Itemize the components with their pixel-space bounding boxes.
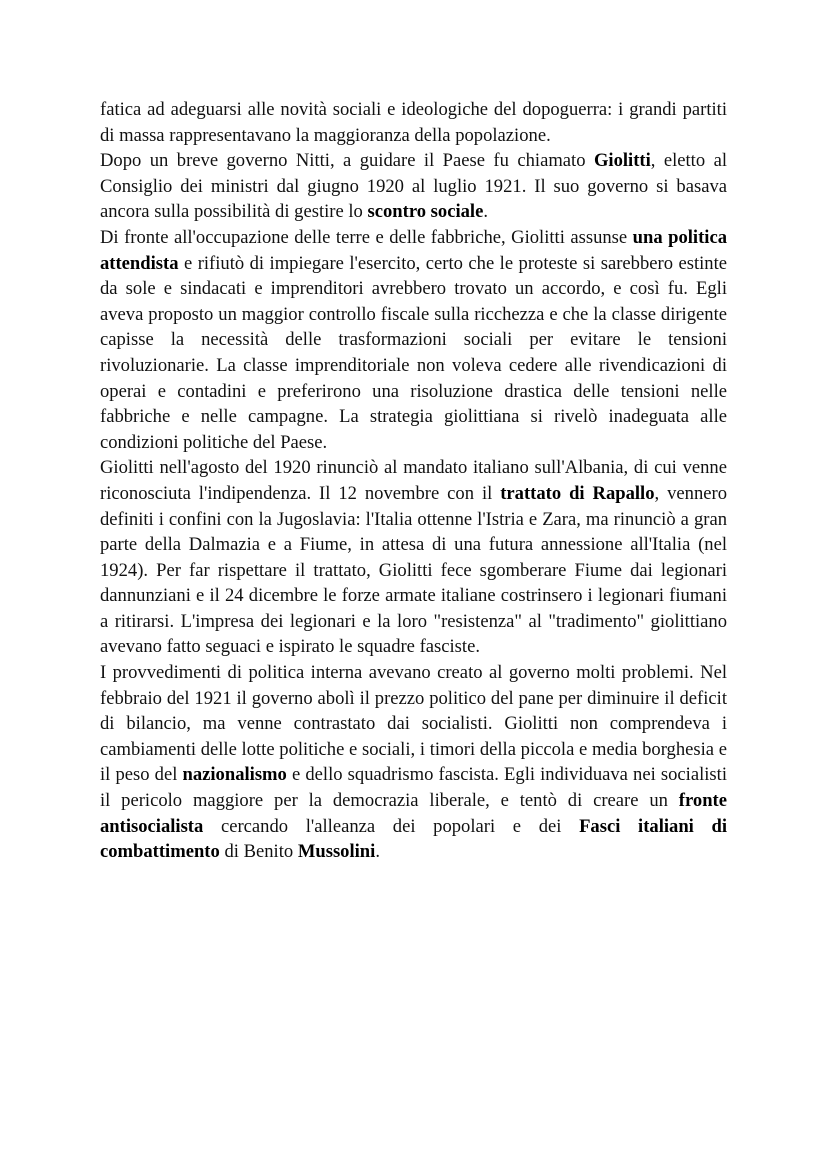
text-segment: I provvedimenti di politica interna avevano creato al governo molti problemi. Nel febbraio del 1921 il governo abolì il prezzo politico del pane per diminuire il deficit di bilancio, ma venne contrastato dai socialisti. Giolitti non comprendeva i cambiamenti delle lotte politiche e sociali, i timori della piccola e media borghesia e il peso del — [100, 662, 727, 786]
bold-term-mussolini: Mussolini — [297, 841, 376, 863]
bold-term-fronte-antisocialista: fronte antisocialista — [100, 790, 727, 837]
text-segment: . — [483, 201, 489, 223]
paragraph-politica-interna — [100, 660, 727, 865]
text-segment: Di fronte all'occupazione delle terre e delle fabbriche, Giolitti assunse — [100, 226, 633, 248]
paragraph-dopoguerra — [100, 97, 727, 148]
paragraph-giolitti-governo — [100, 148, 727, 225]
text-segment: di Benito — [219, 841, 298, 863]
text-segment: fatica ad adeguarsi alle novità sociali e ideologiche del dopoguerra: i grandi partiti di massa rappresentavano la maggioranza della popolazione. — [100, 99, 727, 146]
bold-term-trattato-rapallo: trattato di Rapallo — [500, 482, 655, 504]
paragraph-trattato-rapallo — [100, 455, 727, 660]
text-segment: , eletto al Consiglio dei ministri dal giugno 1920 al luglio 1921. Il suo governo si basava ancora sulla possibilità di gestire lo — [100, 150, 727, 223]
bold-term-giolitti: Giolitti — [593, 150, 651, 172]
text-segment: . — [375, 841, 380, 863]
text-segment: Giolitti nell'agosto del 1920 rinunciò al mandato italiano sull'Albania, di cui venne riconosciuta l'indipendenza. Il 12 novembre con il — [100, 457, 727, 504]
bold-term-nazionalismo: nazionalismo — [182, 764, 287, 786]
bold-term-scontro-sociale: scontro sociale — [367, 201, 484, 223]
text-segment: Dopo un breve governo Nitti, a guidare il Paese fu chiamato — [100, 150, 594, 172]
paragraph-politica-attendista — [100, 225, 727, 455]
document-page — [100, 97, 727, 865]
bold-term-politica-attendista: una politica attendista — [100, 226, 727, 274]
text-segment: e dello squadrismo fascista. Egli individuava nei socialisti il pericolo maggiore per la democrazia liberale, e tentò di creare un — [100, 764, 727, 812]
text-segment: cercando l'alleanza dei popolari e dei — [203, 815, 580, 837]
bold-term-fasci-italiani: Fasci italiani di combattimento — [100, 815, 727, 863]
text-segment: , vennero definiti i confini con la Jugoslavia: l'Italia ottenne l'Istria e Zara, ma rinunciò a gran parte della Dalmazia e a Fiume, in attesa di una futura annessione all'Italia (nel 1924). Per far rispettare il trattato, Giolitti fece sgomberare Fiume dai legionari dannunziani e il 24 dicembre le forze armate italiane costrinsero i legionari fiumani a ritirarsi. L'impresa dei legionari e la loro "resistenza" al "tradimento" giolittiano avevano fatto seguaci e ispirato le squadre fasciste. — [100, 482, 727, 658]
text-segment: e rifiutò di impiegare l'esercito, certo che le proteste si sarebbero estinte da sole e sindacati e imprenditori avrebbero trovato un accordo, e così fu. Egli aveva proposto un maggior controllo fiscale sulla ricchezza e che la classe dirigente capisse la necessità delle trasformazioni sociali per evitare le tensioni rivoluzionarie. La classe imprenditoriale non voleva cedere alle rivendicazioni di operai e contadini e preferirono una risoluzione drastica delle tensioni nelle fabbriche e nelle campagne. La strategia giolittiana si rivelò inadeguata alle condizioni politiche del Paese. — [100, 252, 727, 453]
